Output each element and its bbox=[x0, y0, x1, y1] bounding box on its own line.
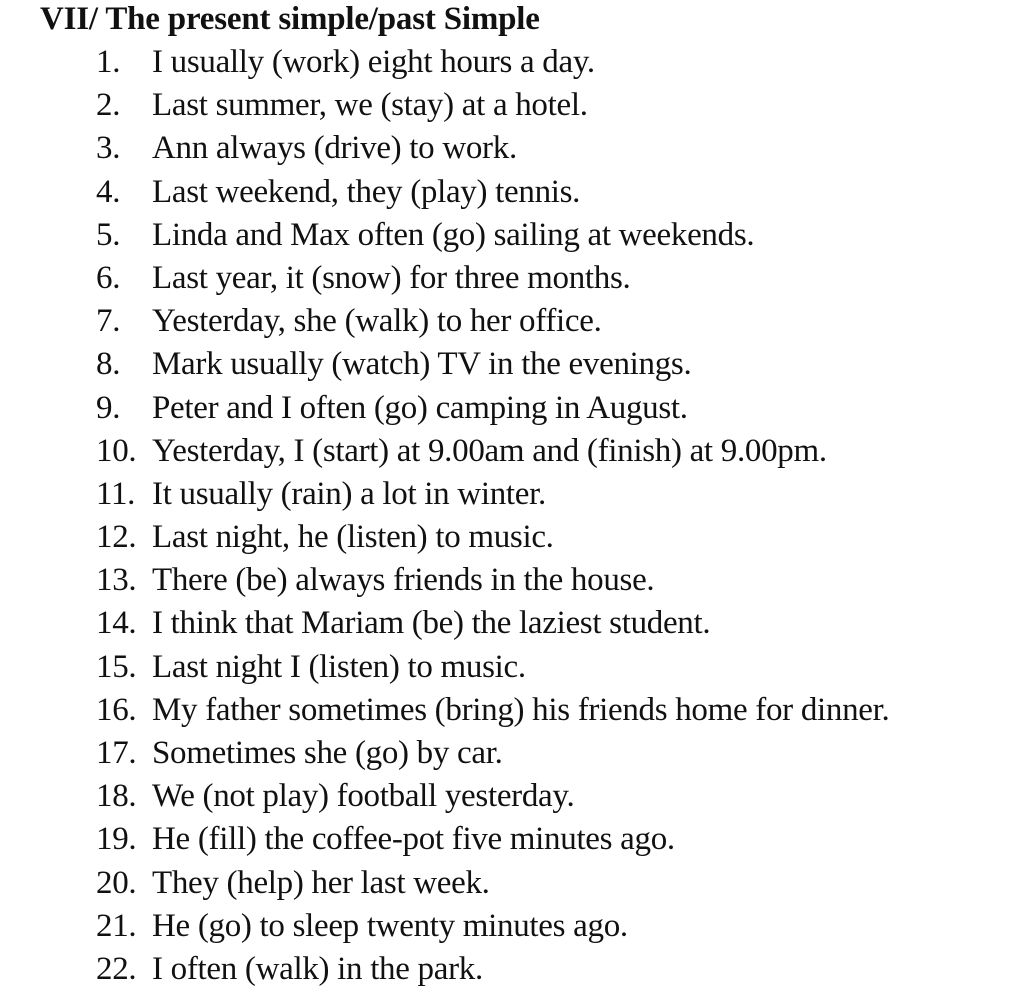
exercise-item-18 bbox=[0, 775, 1024, 818]
item-text: I often (walk) in the park. bbox=[152, 950, 483, 987]
exercise-item-21 bbox=[0, 905, 1024, 948]
exercise-item-2 bbox=[0, 84, 1024, 127]
item-text: Mark usually (watch) TV in the evenings. bbox=[152, 346, 692, 383]
item-text: My father sometimes (bring) his friends home for dinner. bbox=[152, 691, 890, 728]
exercise-list bbox=[0, 41, 1024, 991]
exercise-item-15 bbox=[0, 646, 1024, 689]
exercise-item-4 bbox=[0, 171, 1024, 214]
item-text: Peter and I often (go) camping in August. bbox=[152, 389, 688, 426]
item-text: It usually (rain) a lot in winter. bbox=[152, 475, 546, 512]
exercise-item-12 bbox=[0, 516, 1024, 559]
item-number: 21. bbox=[96, 907, 137, 944]
item-text: He (go) to sleep twenty minutes ago. bbox=[152, 907, 628, 944]
exercise-item-17 bbox=[0, 732, 1024, 775]
item-text: Ann always (drive) to work. bbox=[152, 130, 517, 167]
item-text: Last night, he (listen) to music. bbox=[152, 519, 554, 556]
item-number: 15. bbox=[96, 648, 137, 685]
item-number: 16. bbox=[96, 691, 137, 728]
item-text: Yesterday, I (start) at 9.00am and (finish) at 9.00pm. bbox=[152, 432, 827, 469]
item-number: 7. bbox=[96, 303, 121, 340]
exercise-item-16 bbox=[0, 689, 1024, 732]
item-number: 2. bbox=[96, 87, 121, 124]
item-text: Last night I (listen) to music. bbox=[152, 648, 526, 685]
exercise-item-19 bbox=[0, 818, 1024, 861]
item-number: 9. bbox=[96, 389, 121, 426]
exercise-item-5 bbox=[0, 214, 1024, 257]
item-number: 12. bbox=[96, 519, 137, 556]
item-text: Last year, it (snow) for three months. bbox=[152, 259, 631, 296]
exercise-item-1 bbox=[0, 41, 1024, 84]
item-number: 10. bbox=[96, 432, 137, 469]
exercise-item-3 bbox=[0, 127, 1024, 170]
item-number: 8. bbox=[96, 346, 121, 383]
item-number: 14. bbox=[96, 605, 137, 642]
item-text: Last summer, we (stay) at a hotel. bbox=[152, 87, 588, 124]
exercise-heading: VII/ The present simple/past Simple bbox=[40, 1, 540, 37]
item-number: 13. bbox=[96, 562, 137, 599]
exercise-item-10 bbox=[0, 430, 1024, 473]
item-number: 1. bbox=[96, 44, 121, 80]
item-text: I think that Mariam (be) the laziest student. bbox=[152, 605, 711, 642]
item-number: 19. bbox=[96, 821, 137, 858]
exercise-item-6 bbox=[0, 257, 1024, 300]
item-number: 6. bbox=[96, 259, 121, 296]
item-number: 20. bbox=[96, 864, 137, 901]
item-text: They (help) her last week. bbox=[152, 864, 490, 901]
exercise-item-9 bbox=[0, 387, 1024, 430]
item-number: 3. bbox=[96, 130, 121, 167]
exercise-item-20 bbox=[0, 862, 1024, 905]
exercise-item-11 bbox=[0, 473, 1024, 516]
item-text: He (fill) the coffee-pot five minutes ago. bbox=[152, 821, 675, 858]
exercise-item-14 bbox=[0, 602, 1024, 645]
item-text: Sometimes she (go) by car. bbox=[152, 735, 503, 771]
item-number: 5. bbox=[96, 216, 121, 253]
exercise-item-7 bbox=[0, 300, 1024, 343]
item-text: Linda and Max often (go) sailing at weekends. bbox=[152, 216, 755, 253]
item-number: 17. bbox=[96, 735, 137, 771]
item-number: 22. bbox=[96, 950, 137, 987]
item-number: 18. bbox=[96, 778, 137, 815]
item-text: We (not play) football yesterday. bbox=[152, 778, 575, 815]
item-number: 11. bbox=[96, 475, 136, 512]
exercise-item-8 bbox=[0, 343, 1024, 386]
item-number: 4. bbox=[96, 173, 121, 210]
item-text: There (be) always friends in the house. bbox=[152, 562, 655, 599]
exercise-item-13 bbox=[0, 559, 1024, 602]
exercise-item-22 bbox=[0, 948, 1024, 991]
item-text: Last weekend, they (play) tennis. bbox=[152, 173, 581, 210]
item-text: I usually (work) eight hours a day. bbox=[152, 44, 595, 80]
item-text: Yesterday, she (walk) to her office. bbox=[152, 303, 602, 340]
